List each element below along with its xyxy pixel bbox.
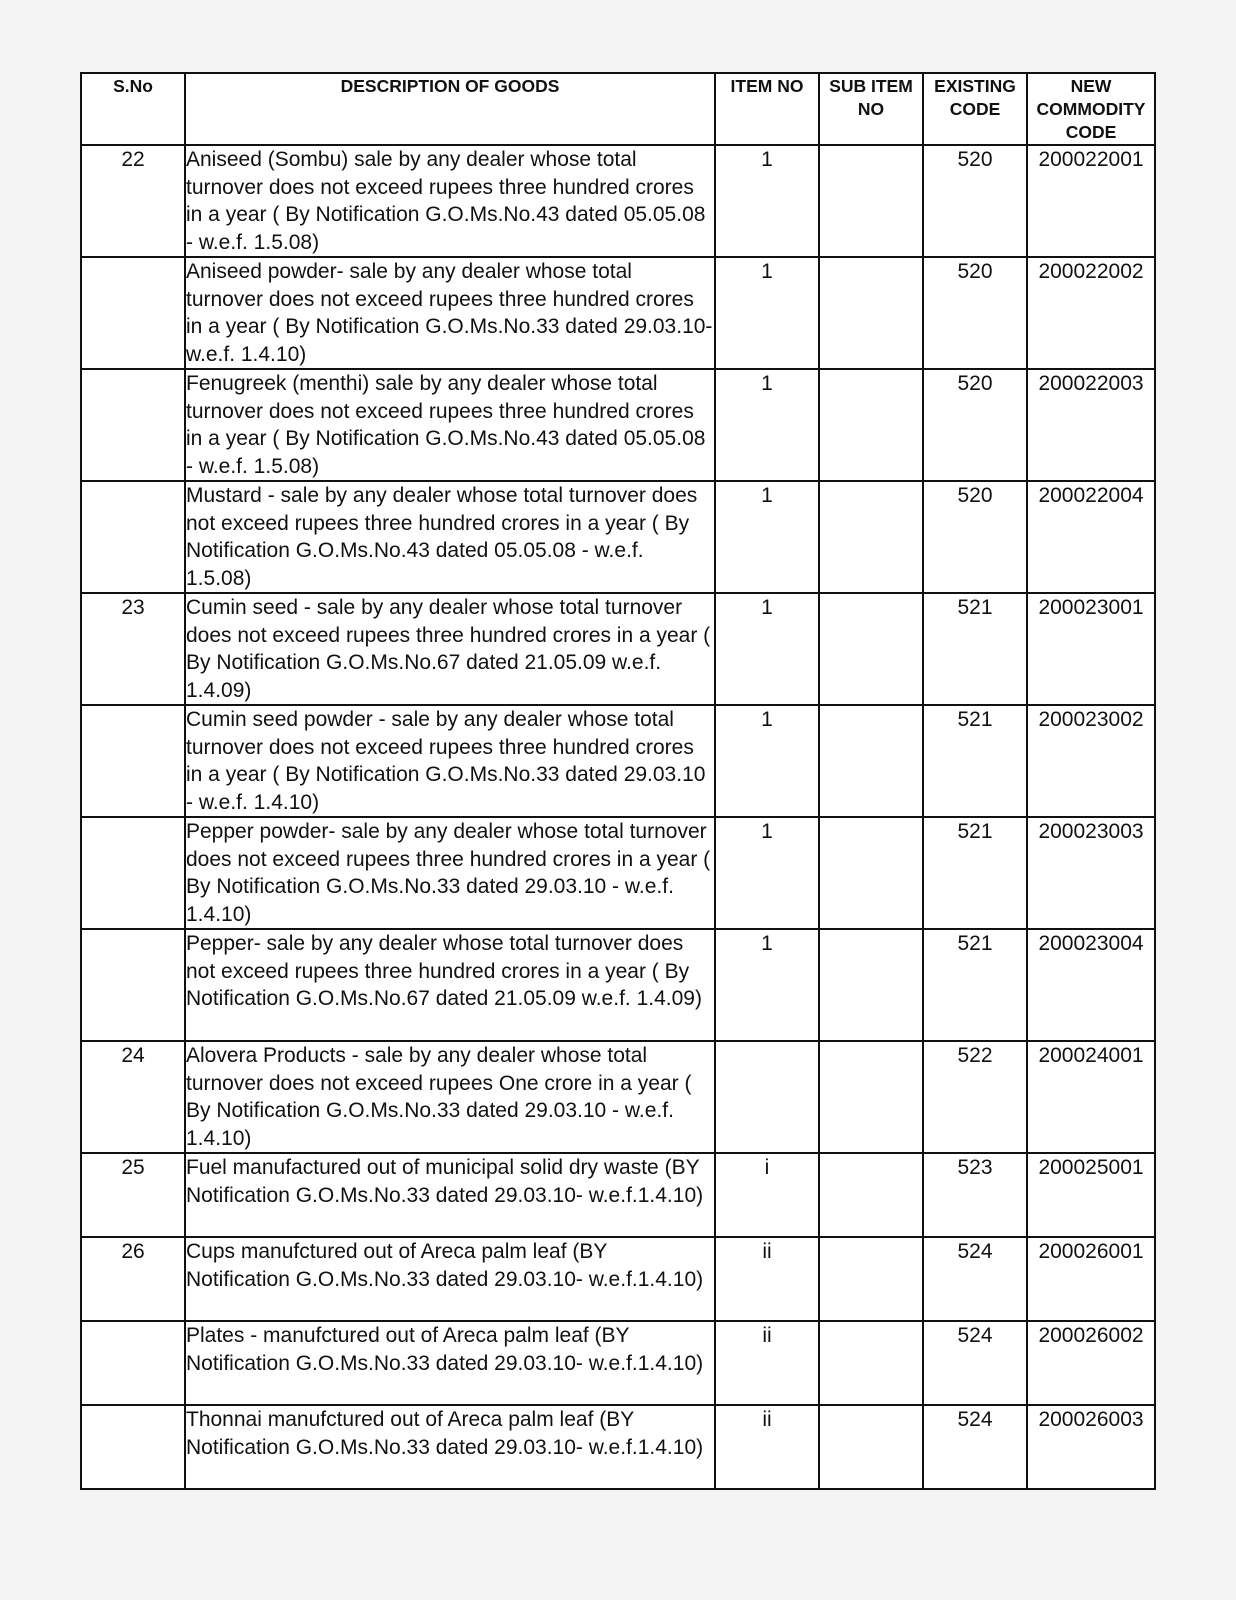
- sub-item-number: [819, 1237, 923, 1321]
- serial-number: [81, 257, 185, 369]
- existing-code: 522: [923, 1041, 1027, 1153]
- item-number: 1: [715, 257, 819, 369]
- goods-description: Cups manufctured out of Areca palm leaf (BY Notification G.O.Ms.No.33 dated 29.03.10- w.e.f.1.4.10): [185, 1237, 715, 1321]
- item-number: i: [715, 1153, 819, 1237]
- sub-item-number: [819, 593, 923, 705]
- new-commodity-code: 200026003: [1027, 1405, 1155, 1489]
- sub-item-number: [819, 481, 923, 593]
- item-number: 1: [715, 705, 819, 817]
- serial-number: 26: [81, 1237, 185, 1321]
- item-number: [715, 1041, 819, 1153]
- goods-description: Aniseed powder- sale by any dealer whose total turnover does not exceed rupees three hundred crores in a year ( By Notification G.O.Ms.No.33 dated 29.03.10- w.e.f. 1.4.10): [185, 257, 715, 369]
- table-row: [81, 1405, 1155, 1489]
- table-row: [81, 145, 1155, 257]
- sub-item-number: [819, 929, 923, 1041]
- existing-code: 520: [923, 257, 1027, 369]
- goods-description: Fenugreek (menthi) sale by any dealer whose total turnover does not exceed rupees three hundred crores in a year ( By Notification G.O.Ms.No.43 dated 05.05.08 - w.e.f. 1.5.08): [185, 369, 715, 481]
- new-commodity-code: 200024001: [1027, 1041, 1155, 1153]
- table-row: [81, 369, 1155, 481]
- new-commodity-code: 200023002: [1027, 705, 1155, 817]
- new-commodity-code: 200025001: [1027, 1153, 1155, 1237]
- item-number: 1: [715, 929, 819, 1041]
- item-number: 1: [715, 817, 819, 929]
- serial-number: 23: [81, 593, 185, 705]
- sub-item-number: [819, 1321, 923, 1405]
- existing-code: 524: [923, 1405, 1027, 1489]
- sub-item-number: [819, 817, 923, 929]
- existing-code: 521: [923, 705, 1027, 817]
- existing-code: 520: [923, 145, 1027, 257]
- new-commodity-code: 200022002: [1027, 257, 1155, 369]
- new-commodity-code: 200023003: [1027, 817, 1155, 929]
- goods-description: Cumin seed powder - sale by any dealer whose total turnover does not exceed rupees three hundred crores in a year ( By Notification G.O.Ms.No.33 dated 29.03.10 - w.e.f. 1.4.10): [185, 705, 715, 817]
- goods-description: Alovera Products - sale by any dealer whose total turnover does not exceed rupees One crore in a year ( By Notification G.O.Ms.No.33 dated 29.03.10 - w.e.f. 1.4.10): [185, 1041, 715, 1153]
- existing-code: 524: [923, 1321, 1027, 1405]
- new-commodity-code: 200023001: [1027, 593, 1155, 705]
- header-item-no: ITEM NO: [715, 73, 819, 145]
- existing-code: 520: [923, 481, 1027, 593]
- new-commodity-code: 200026002: [1027, 1321, 1155, 1405]
- new-commodity-code: 200026001: [1027, 1237, 1155, 1321]
- item-number: 1: [715, 481, 819, 593]
- sub-item-number: [819, 257, 923, 369]
- existing-code: 523: [923, 1153, 1027, 1237]
- serial-number: [81, 481, 185, 593]
- sub-item-number: [819, 145, 923, 257]
- new-commodity-code: 200022001: [1027, 145, 1155, 257]
- serial-number: [81, 705, 185, 817]
- goods-description: Fuel manufactured out of municipal solid dry waste (BY Notification G.O.Ms.No.33 dated 29.03.10- w.e.f.1.4.10): [185, 1153, 715, 1237]
- sub-item-number: [819, 1041, 923, 1153]
- item-number: ii: [715, 1405, 819, 1489]
- header-new-commodity-code: NEW COMMODITY CODE: [1027, 73, 1155, 145]
- goods-description: Thonnai manufctured out of Areca palm leaf (BY Notification G.O.Ms.No.33 dated 29.03.10- w.e.f.1.4.10): [185, 1405, 715, 1489]
- goods-description: Pepper powder- sale by any dealer whose total turnover does not exceed rupees three hundred crores in a year ( By Notification G.O.Ms.No.33 dated 29.03.10 - w.e.f. 1.4.10): [185, 817, 715, 929]
- header-sub-item-no: SUB ITEM NO: [819, 73, 923, 145]
- table-row: [81, 593, 1155, 705]
- table-row: [81, 1321, 1155, 1405]
- table-row: [81, 929, 1155, 1041]
- header-description: DESCRIPTION OF GOODS: [185, 73, 715, 145]
- existing-code: 524: [923, 1237, 1027, 1321]
- sub-item-number: [819, 1153, 923, 1237]
- item-number: ii: [715, 1237, 819, 1321]
- commodity-code-table: [80, 72, 1156, 1490]
- table-row: [81, 1153, 1155, 1237]
- table-row: [81, 817, 1155, 929]
- existing-code: 520: [923, 369, 1027, 481]
- existing-code: 521: [923, 817, 1027, 929]
- new-commodity-code: 200022004: [1027, 481, 1155, 593]
- table-row: [81, 1237, 1155, 1321]
- existing-code: 521: [923, 929, 1027, 1041]
- serial-number: 22: [81, 145, 185, 257]
- serial-number: 25: [81, 1153, 185, 1237]
- serial-number: [81, 369, 185, 481]
- goods-description: Plates - manufctured out of Areca palm leaf (BY Notification G.O.Ms.No.33 dated 29.03.10- w.e.f.1.4.10): [185, 1321, 715, 1405]
- table-row: [81, 1041, 1155, 1153]
- goods-description: Aniseed (Sombu) sale by any dealer whose total turnover does not exceed rupees three hundred crores in a year ( By Notification G.O.Ms.No.43 dated 05.05.08 - w.e.f. 1.5.08): [185, 145, 715, 257]
- goods-description: Pepper- sale by any dealer whose total turnover does not exceed rupees three hundred crores in a year ( By Notification G.O.Ms.No.67 dated 21.05.09 w.e.f. 1.4.09): [185, 929, 715, 1041]
- new-commodity-code: 200022003: [1027, 369, 1155, 481]
- item-number: 1: [715, 145, 819, 257]
- item-number: 1: [715, 369, 819, 481]
- serial-number: 24: [81, 1041, 185, 1153]
- item-number: ii: [715, 1321, 819, 1405]
- serial-number: [81, 1405, 185, 1489]
- table-row: [81, 481, 1155, 593]
- existing-code: 521: [923, 593, 1027, 705]
- table-header-row: [81, 73, 1155, 145]
- header-existing-code: EXISTING CODE: [923, 73, 1027, 145]
- sub-item-number: [819, 369, 923, 481]
- header-sno: S.No: [81, 73, 185, 145]
- serial-number: [81, 1321, 185, 1405]
- sub-item-number: [819, 1405, 923, 1489]
- item-number: 1: [715, 593, 819, 705]
- sub-item-number: [819, 705, 923, 817]
- table-row: [81, 705, 1155, 817]
- new-commodity-code: 200023004: [1027, 929, 1155, 1041]
- goods-description: Cumin seed - sale by any dealer whose total turnover does not exceed rupees three hundred crores in a year ( By Notification G.O.Ms.No.67 dated 21.05.09 w.e.f. 1.4.09): [185, 593, 715, 705]
- serial-number: [81, 817, 185, 929]
- goods-description: Mustard - sale by any dealer whose total turnover does not exceed rupees three hundred crores in a year ( By Notification G.O.Ms.No.43 dated 05.05.08 - w.e.f. 1.5.08): [185, 481, 715, 593]
- serial-number: [81, 929, 185, 1041]
- table-row: [81, 257, 1155, 369]
